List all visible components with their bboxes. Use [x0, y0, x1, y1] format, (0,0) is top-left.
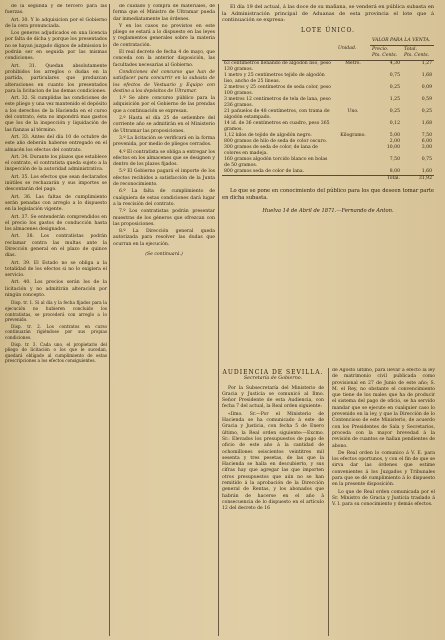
row-price: 8,00	[389, 169, 400, 175]
row-total: 0,59	[421, 97, 432, 103]
row-description: 14 id. de 36 centímetros en cuadro, peso 365 gramos.	[224, 121, 330, 133]
transitory-paragraph: Disp. tr. 1. Si al día y la fecha fijados para la ejecución no hubieren concluido los contratistas, se procederá con arreglo a lo prevenido.	[5, 300, 107, 323]
table-row	[222, 73, 434, 85]
article-paragraph: de Agosto último, para llevar á efecto la ley de matrimonio civil publicada como provisional en 27 de Junio de este año; S. M. el Rey, no obstante el convencimiento que tiene de los males que ha de producir el sistema del pago de oficio, se ha servido mandar que se ejecute en cualquier caso lo prevenido en la ley, y que la Dirección de lo Contencioso de este Ministerio, de acuerdo con los Presidentes de Sala y Secretarios, proceda con la mayor brevedad á la revisión de cuantos se hallan pendientes de abono.	[332, 368, 435, 449]
column-divider	[109, 4, 110, 636]
row-total: 1,68	[421, 73, 432, 79]
article-paragraph: de la segunda y de tercero para las fuerzas.	[5, 4, 107, 16]
table-row	[222, 109, 434, 121]
article-paragraph: Art. 36. Las faltas de cumplimiento serán penadas con arreglo a lo dispuesto en la legislación vigente.	[5, 194, 107, 213]
column-divider	[328, 368, 329, 636]
article-paragraph: De Real orden lo comunico á V. E. para los efectos oportunos, y con el fin de que se sirva dar las órdenes que estime convenientes á los Juzgados y Tribunales para que se dé cumplimiento á lo dispuesto en la presente disposición.	[332, 450, 435, 488]
row-description: 300 gramos de seda de color, de lana de colores en madeja.	[224, 145, 318, 157]
row-total: 3,00	[421, 145, 432, 151]
row-price: 1,25	[389, 97, 400, 103]
row-total: 0,25	[421, 109, 432, 115]
row-unit	[336, 145, 370, 157]
article-paragraph: Por la Subsecretaría del Ministerio de Gracia y Justicia se comunicó al Ilmo. Señor Presidente de esta Audiencia, con fecha 7 del actual, la Real orden siguiente:	[222, 385, 324, 410]
row-total: 1,68	[421, 121, 432, 127]
row-description: 1 metro y 25 centímetros tejido de algodón liso, ancho de 25 líneas.	[224, 73, 325, 85]
total-value: 31,92	[402, 176, 434, 183]
row-unit	[336, 97, 370, 109]
article-paragraph: Art. 37. Se entenderán comprendidos en el precio los gastos de conducción hasta los almacenes designados.	[5, 214, 107, 233]
lot-table	[222, 37, 434, 182]
table-row	[222, 97, 434, 109]
column-2	[113, 4, 215, 636]
auction-notice	[222, 4, 434, 360]
row-price: 0,75	[389, 73, 400, 79]
row-price: 10,00	[386, 145, 400, 151]
row-description: 1,12 kilos de tejido de algodón negro.	[224, 133, 312, 139]
transitory-paragraph: Disp. tr. 3. Cada uno, el propietario del pliego de licitación o los que le sucedan, quedará obligado al cumplimiento de estas prescripciones a los efectos consiguientes.	[5, 341, 107, 364]
table-header-group: VALOR PARA LA VENTA.	[370, 37, 434, 46]
row-description: 3 metros 12 centímetros de tela de lana, peso 236 gramos.	[224, 97, 331, 109]
article-paragraph: Lo que de Real orden comunicada por el Sr. Ministro de Gracia y Justicia traslado á V. I. para su conocimiento y demás efectos.	[332, 489, 435, 508]
total-label: Total.	[222, 176, 402, 183]
table-header-description	[222, 37, 336, 61]
table-row	[222, 61, 434, 74]
article-paragraph: Art. 31. Quedan absolutamente prohibidos los arreglos o dudas en la partida, particulares que produzcan alteraciones en cuanto los presentados para la licitacion de las demas condiciones.	[5, 63, 107, 94]
row-total: 1,60	[421, 169, 432, 175]
row-unit	[336, 157, 370, 169]
row-total: 6,00	[421, 139, 432, 145]
article-paragraph: 3.º La licitación se verificará en la forma prevenida, por medio de pliegos cerrados.	[113, 135, 215, 148]
table-row	[222, 145, 434, 157]
table-row	[222, 121, 434, 133]
article-paragraph: 2.º Hasta el día 25 de setiembre del corriente año se admitirán en el Ministerio de Ultramar las proposiciones.	[113, 116, 215, 134]
article-paragraph: Art. 30. Y lo adquisicion por el Gobierno de la cera pronunciada.	[5, 17, 107, 29]
article-paragraph: El real decreto de fecha 4 de mayo, que conceda con la anterior disposición, las facultades necesarias al Gobierno.	[113, 50, 215, 68]
article-paragraph: 8.º La Dirección general queda autorizada para resolver las dudas que ocurran en la ejecución.	[113, 229, 215, 247]
row-description: 63 centímetros llenando de algodón liso, peso 130 gramos.	[224, 61, 331, 73]
table-row	[222, 157, 434, 169]
column-4	[222, 368, 324, 636]
column-divider	[218, 4, 219, 636]
row-total: 0,09	[421, 85, 432, 91]
lot-title: LOTE ÚNICO.	[301, 26, 355, 34]
row-description: 2 metros y 25 centímetros de seda color, peso 100 gramos.	[224, 85, 332, 97]
article-paragraph: Los generos adjudicados en una licencia por falta de dicha y porque los presentados no se hayan juzgado dignos de admission lo podrán ser en seguida por las mismas condiciones.	[5, 31, 107, 62]
transitory-paragraph: Disp. tr. 2. Los contratos en curso continuarán rigiéndose por sus propias condiciones.	[5, 323, 107, 340]
section-title: AUDIENCIA DE SEVILLA.	[222, 369, 324, 376]
row-unit	[336, 73, 370, 85]
row-total: 0,75	[421, 157, 432, 163]
row-unit: Metro.	[345, 61, 361, 67]
row-description: 21 pañuelos de 48 centímetros, con trama de algodón estampado.	[224, 109, 330, 121]
article-paragraph: 7.º Los contratistas podrán presentar muestras de los géneros que ofrezcan con las proposiciones.	[113, 209, 215, 227]
article-paragraph: Art. 32. Si cumplidas las condiciones de este pliego y una vez mantenido el depósito a los derechos de la Hacienda en el curso del contrato, ésta no impondrá mas gastos que los de la inspección y liquidación de las fianzas al término.	[5, 96, 107, 133]
row-price: 0,25	[389, 85, 400, 91]
article-paragraph: 4.º El contratista se obliga a entregar los efectos en los almacenes que se designen y dentro de los plazos fijados.	[113, 149, 215, 168]
row-unit	[336, 85, 370, 97]
column-1	[5, 4, 107, 636]
article-paragraph: Art. 34. Durante los plazos que establece el contrato, el contratista queda sujeto a la inspección de la autoridad administrativa.	[5, 154, 107, 173]
row-unit	[336, 121, 370, 133]
article-paragraph: Art. 40. Los precios serán los de la licitación y no admitirán alteración por ningún concepto.	[5, 280, 107, 299]
row-description: 160 gramos algodón torcido blanco en bolas de 50 gramos.	[224, 157, 328, 169]
article-paragraph: de cuidado y compra de materiales, de forma que el Ministro de Ultramar pueda dar inmediatamente las órdenes.	[113, 4, 215, 22]
auction-intro: El día 19 del actual, á las doce de su mañana, se venderá en pública subasta en la Administración principal de Aduanas de esta provincia el lote que á continuación se expresa:	[222, 4, 434, 24]
row-description: 800 gramos de hilo de seda de color oscuro.	[224, 139, 327, 145]
article-paragraph: Art. 39. El Estado no se obliga a la totalidad de los efectos si no lo exigiera el servicio.	[5, 260, 107, 279]
auction-dateline: Huelva 14 de Abril de 1871.—Fernando de Anton.	[262, 208, 394, 215]
row-unit: Uno.	[347, 109, 359, 115]
row-price: 0,25	[389, 109, 400, 115]
article-paragraph: Art. 35. Los efectos que sean declarados inútiles se rechazarán y sus importes se descontarán del pago.	[5, 174, 107, 193]
article-paragraph: 5.º El Gobierno pagará el importe de los efectos recibidos a satisfacción de la Junta de reconocimiento.	[113, 169, 215, 188]
row-total: 1,27	[421, 61, 432, 67]
article-paragraph: 1.º Se abre concurso público para la adquisición por el Gobierno de las prendas que a continuación se expresan.	[113, 96, 215, 114]
article-paragraph: Y en los casos no previstos en este pliego se estará a lo dispuesto en las leyes y reglamentos generales sobre la materia de contratación.	[113, 23, 215, 48]
row-price: 0,12	[389, 121, 400, 127]
auction-notice-text: Lo que se pone en conocimiento del público para los que deseen tomar parte en dicha subasta.	[222, 188, 434, 202]
conditions-heading: Condiciones del concurso que han de satisfacer para concurrir en la subasta de los efectos de Vestuario y Equipo con destino a los depósitos de Ultramar.	[113, 69, 215, 94]
row-price: 2,00	[389, 139, 400, 145]
table-header-total: Total. Pts. Cents.	[402, 46, 434, 61]
article-paragraph: 6.º La falta de cumplimiento de cualquiera de estas condiciones dará lugar a la rescisión del contrato.	[113, 189, 215, 207]
article-paragraph: Art. 38. Los contratistas podrán reclamar contra las multas ante la Dirección general en el plazo de quince días.	[5, 234, 107, 259]
row-price: 5,00	[389, 133, 400, 139]
article-paragraph: Art. 33. Antes del día 10 de octubre de este año deberán haberse entregado en el almacén los efectos del contrato.	[5, 134, 107, 153]
row-price: 7,50	[389, 157, 400, 163]
row-unit: Kilogramo.	[340, 133, 366, 139]
continued-note: (Se continuará.)	[145, 251, 183, 257]
row-description: 800 gramos seda de color de lana.	[224, 169, 305, 175]
row-total: 7,50	[421, 133, 432, 139]
row-price: 4,30	[389, 61, 400, 67]
column-5	[332, 368, 435, 636]
section-subtitle: Secretaría de Gobierno.	[243, 376, 303, 382]
table-row	[222, 85, 434, 97]
table-header-unit: Unidad.	[336, 37, 370, 61]
article-paragraph: «Ilmo. Sr.—Por el Ministerio de Hacienda se ha comunicado á este de Gracia y Justicia, con fecha 5 de Enero último, la Real orden siguiente:—Excmo. Sr.: Elevados los presupuestos de pago de oficio de este año á la cantidad de ochomillones seiscientos veintitres mil sesenta y tres pesetas, de las que la Hacienda se halla en descubierto, y sus cifras hay que agregar las que importen otros presupuestos que aún no se han remitido á la aprobación de la Dirección general de Rentas, y los abonados que habrán de hacerse en el año á consecuencia de lo dispuesto en el artículo 12 del decreto de 16	[222, 411, 324, 512]
table-header-price: Precio. Pts. Cents.	[370, 46, 402, 61]
